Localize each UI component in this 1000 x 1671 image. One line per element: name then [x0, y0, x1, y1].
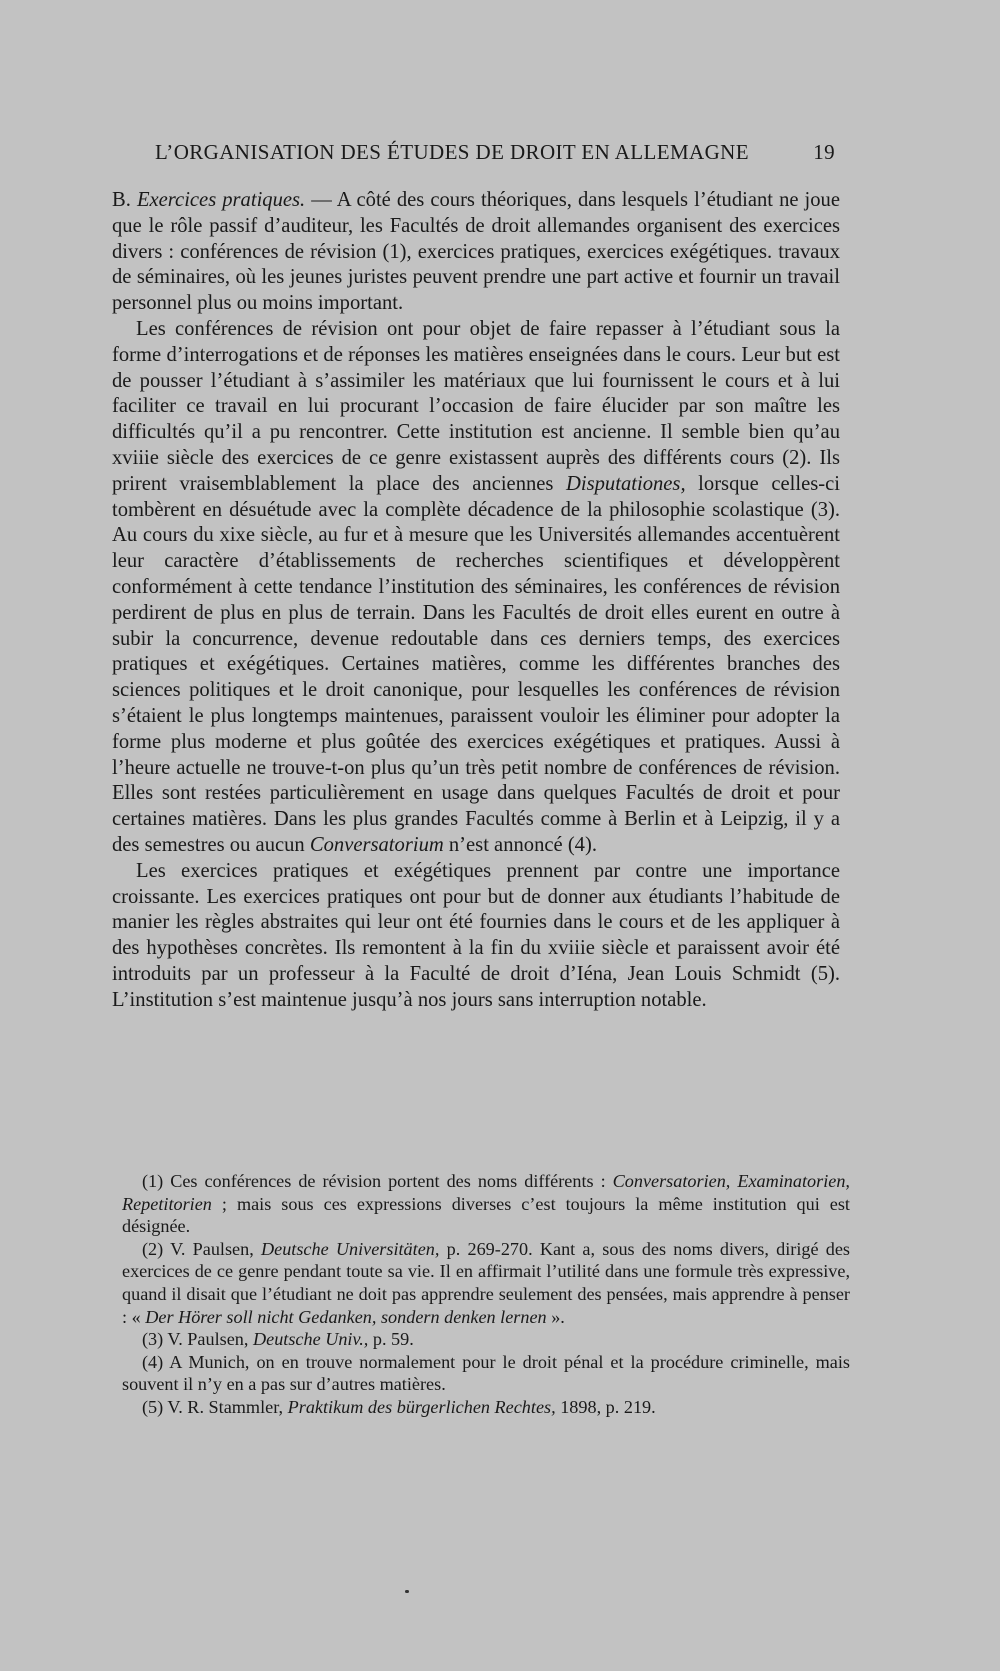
- paragraph-3: Les exercices pratiques et exégétiques prennent par contre une importance croissante. Les exercices pratiques ont pour but de donner aux étudiants l’habitude de manier les règles abstraites qui leur ont été fournies dans le cours et de les appliquer à des hypothèses concrètes. Ils remontent à la fin du xviiie siècle et paraissent avoir été introduits par un professeur à la Faculté de droit d’Iéna, Jean Louis Schmidt (5). L’institution s’est maintenue jusqu’à nos jours sans interruption notable.: [112, 859, 840, 1011]
- paragraph-2-italic-2: Conversatorium: [309, 833, 444, 856]
- footnote-5-italic: Praktikum des bürgerlichen Rechtes,: [287, 1396, 556, 1417]
- footnote-2-text-b: p. 269-270. Kant a, sous des noms divers, dirigé des exercices de ce genre pendant toute sa vie. Il en affirmait l’utilité dans une formule très expressive, quand il disait que l’étudiant ne doit pas apprendre seulement des pensées, mais apprendre à penser : «: [122, 1238, 850, 1327]
- footnotes: [122, 1170, 850, 1419]
- section-label: B.: [112, 189, 131, 211]
- paragraph-2: [112, 317, 840, 859]
- paragraph-2-text-c: n’est annoncé (4).: [443, 833, 597, 856]
- paragraph-1-text: — A côté des cours théoriques, dans lesquels l’étudiant ne joue que le rôle passif d’auditeur, les Facultés de droit allemandes organisent des exercices divers : conférences de révision (1), exercices pratiques, exercices exégétiques. travaux de séminaires, où les jeunes juristes peuvent prendre une part active et fournir un travail personnel plus ou moins important.: [112, 189, 840, 315]
- footnote-3-text-b: p. 59.: [368, 1329, 414, 1350]
- footnote-2-text-a: (2) V. Paulsen,: [142, 1238, 261, 1259]
- footnote-5: [122, 1396, 850, 1419]
- paragraph-2-text-a: Les conférences de révision ont pour objet de faire repasser à l’étudiant sous la forme d’interrogations et de réponses les matières enseignées dans le cours. Leur but est de pousser l’étudiant à s’assimiler les matériaux que lui fournissent le cours et à lui faciliter ce travail en lui procurant l’occasion de faire élucider par son maître les difficultés qu’il a pu rencontrer. Cette institution est ancienne. Il semble bien qu’au xviiie siècle des exercices de ce genre existassent auprès des différents cours (2). Ils prirent vraisemblablement la place des anciennes: [112, 317, 840, 495]
- footnote-5-text-b: 1898, p. 219.: [555, 1396, 656, 1417]
- footnote-1-italic: Conversatorien, Examinatorien, Repetitorien: [122, 1171, 850, 1214]
- footnote-1-text-b: ; mais sous ces expressions diverses c’est toujours la même institution qui est désignée.: [122, 1193, 850, 1237]
- section-title: Exercices pratiques.: [136, 189, 306, 211]
- footnote-3-italic: Deutsche Univ.,: [252, 1329, 369, 1350]
- running-header: [155, 140, 835, 165]
- paragraph-2-italic: Disputationes,: [566, 472, 686, 495]
- paragraph-1: [112, 188, 840, 317]
- footnote-3: [122, 1328, 850, 1351]
- footnote-1-text-a: (1) Ces conférences de révision portent des noms différents :: [142, 1171, 613, 1191]
- footnote-2-italic-2: Der Hörer soll nicht Gedanken, sondern denken lernen: [145, 1306, 547, 1327]
- footnote-2-text-c: ».: [546, 1306, 565, 1327]
- page-number: 19: [813, 140, 835, 164]
- paragraph-2-text-b: lorsque celles-ci tombèrent en désuétude avec la complète décadence de la philosophie scolastique (3). Au cours du xixe siècle, au fur et à mesure que les Universités allemandes accentuèrent leur caractère d’établissements de recherches scientifiques et développèrent conformément à cette tendance l’institution des séminaires, les conférences de révision perdirent de plus en plus de terrain. Dans les Facultés de droit elles eurent en outre à subir la concurrence, devenue redoutable dans ces derniers temps, des exercices pratiques et exégétiques. Certaines matières, comme les différentes branches des sciences politiques et le droit canonique, pour lesquelles les conférences de révision s’étaient le plus longtemps maintenues, paraissent vouloir les éliminer pour adopter la forme plus moderne et plus goûtée des exercices exégétiques et pratiques. Aussi à l’heure actuelle ne trouve-t-on plus qu’un très petit nombre de conférences de révision. Elles sont restées particulièrement en usage dans quelques Facultés de droit et pour certaines matières. Dans les plus grandes Facultés comme à Berlin et à Leipzig, il y a des semestres ou aucun: [112, 472, 840, 856]
- footnote-4: (4) A Munich, on en trouve normalement pour le droit pénal et la procédure criminelle, mais souvent il n’y en a pas sur d’autres matières.: [122, 1351, 850, 1395]
- footnote-1: [122, 1170, 850, 1238]
- running-title: L’ORGANISATION DES ÉTUDES DE DROIT EN ALLEMAGNE: [155, 140, 749, 164]
- footnote-5-text-a: (5) V. R. Stammler,: [142, 1396, 288, 1417]
- footnote-2: [122, 1238, 850, 1328]
- footnote-2-italic: Deutsche Universitäten,: [260, 1238, 440, 1259]
- footnote-3-text-a: (3) V. Paulsen,: [142, 1329, 253, 1350]
- ink-speck: [405, 1590, 409, 1593]
- main-text: [112, 188, 840, 1014]
